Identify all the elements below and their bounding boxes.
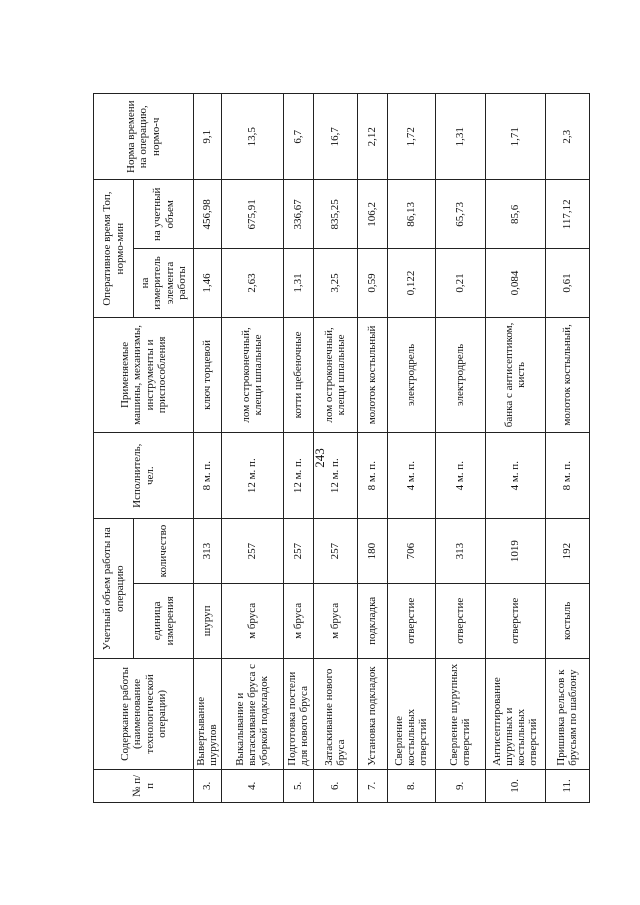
header-num: № п/п <box>94 769 194 802</box>
table-row <box>221 94 283 803</box>
row-per-unit: 2,63 <box>221 249 283 318</box>
row-per-unit: 1,46 <box>194 249 222 318</box>
row-num: 8. <box>387 769 435 802</box>
row-tools: банка с антисептиком, кисть <box>485 317 545 432</box>
row-per-volume: 65,73 <box>435 180 485 249</box>
header-quantity: количество <box>134 519 194 583</box>
row-unit: костыль <box>545 583 589 658</box>
rotated-table-wrapper <box>93 93 580 803</box>
table-body <box>194 94 590 803</box>
row-norm: 13,5 <box>221 94 283 180</box>
norms-table <box>93 93 590 803</box>
table-row <box>485 94 545 803</box>
page-number: 243 <box>312 448 327 468</box>
row-content: Пришивка рельсов к брусьям по шаблону <box>545 659 589 770</box>
row-norm: 6,7 <box>283 94 313 180</box>
row-tools: лом остроконечный, клещи шпальные <box>221 317 283 432</box>
row-per-unit: 0,21 <box>435 249 485 318</box>
row-quantity: 706 <box>387 519 435 583</box>
row-per-volume: 835,25 <box>313 180 357 249</box>
header-per-volume: на учетный объем <box>134 180 194 249</box>
row-quantity: 180 <box>357 519 387 583</box>
row-unit: отверстие <box>435 583 485 658</box>
row-executor: 12 м. п. <box>221 433 283 519</box>
row-executor: 8 м. п. <box>357 433 387 519</box>
row-per-volume: 336,67 <box>283 180 313 249</box>
row-tools: котти щебеночные <box>283 317 313 432</box>
header-unit: единица измерения <box>134 583 194 658</box>
row-norm: 1,71 <box>485 94 545 180</box>
row-executor: 4 м. п. <box>387 433 435 519</box>
header-executor: Исполнитель, чел. <box>94 433 194 519</box>
row-num: 3. <box>194 769 222 802</box>
row-tools: молоток костыльный, <box>545 317 589 432</box>
table-header <box>94 94 194 803</box>
row-executor: 4 м. п. <box>435 433 485 519</box>
row-tools: лом остроконечный, клещи шпальные <box>313 317 357 432</box>
row-tools: электродрель <box>435 317 485 432</box>
row-unit: м бруса <box>283 583 313 658</box>
row-num: 7. <box>357 769 387 802</box>
row-num: 9. <box>435 769 485 802</box>
header-volume-group: Учетный объем работы на операцию <box>94 519 134 659</box>
row-quantity: 257 <box>221 519 283 583</box>
row-num: 10. <box>485 769 545 802</box>
row-quantity: 257 <box>283 519 313 583</box>
row-unit: шуруп <box>194 583 222 658</box>
row-executor: 12 м. п. <box>313 433 357 519</box>
row-quantity: 192 <box>545 519 589 583</box>
row-num: 6. <box>313 769 357 802</box>
row-num: 5. <box>283 769 313 802</box>
row-content: Сверление шурупных отверстий <box>435 659 485 770</box>
row-content: Установка подкладок <box>357 659 387 770</box>
row-tools: электродрель <box>387 317 435 432</box>
row-executor: 12 м. п. <box>283 433 313 519</box>
row-per-unit: 3,25 <box>313 249 357 318</box>
row-num: 11. <box>545 769 589 802</box>
header-per-unit: на измеритель элемента работы <box>134 249 194 318</box>
row-per-volume: 85,6 <box>485 180 545 249</box>
row-quantity: 257 <box>313 519 357 583</box>
row-norm: 2,3 <box>545 94 589 180</box>
header-tools: Применяемые машины, механизмы, инструменты и приспособления <box>94 317 194 432</box>
row-per-volume: 117,12 <box>545 180 589 249</box>
row-per-unit: 1,31 <box>283 249 313 318</box>
row-content: Вывертывание шурупов <box>194 659 222 770</box>
header-content: Содержание работы (наименование технологической операции) <box>94 659 194 770</box>
row-executor: 8 м. п. <box>194 433 222 519</box>
table-row <box>283 94 313 803</box>
row-quantity: 313 <box>194 519 222 583</box>
row-per-unit: 0,084 <box>485 249 545 318</box>
row-norm: 1,31 <box>435 94 485 180</box>
row-per-volume: 86,13 <box>387 180 435 249</box>
row-norm: 16,7 <box>313 94 357 180</box>
row-executor: 4 м. п. <box>485 433 545 519</box>
row-norm: 2,12 <box>357 94 387 180</box>
row-unit: м бруса <box>221 583 283 658</box>
row-per-volume: 106,2 <box>357 180 387 249</box>
row-unit: подкладка <box>357 583 387 658</box>
row-content: Подготовка постели для нового бруса <box>283 659 313 770</box>
row-tools: ключ торцевой <box>194 317 222 432</box>
row-unit: м бруса <box>313 583 357 658</box>
row-per-volume: 456,98 <box>194 180 222 249</box>
row-unit: отверстие <box>387 583 435 658</box>
header-norm: Норма времени на операцию, нормо-ч <box>94 94 194 180</box>
row-unit: отверстие <box>485 583 545 658</box>
row-quantity: 313 <box>435 519 485 583</box>
row-content: Затаскивание нового бруса <box>313 659 357 770</box>
table-row <box>194 94 222 803</box>
row-content: Сверление костыльных отверстий <box>387 659 435 770</box>
row-content: Антисептирование шурупных и костыльных отверстий <box>485 659 545 770</box>
table-row <box>435 94 485 803</box>
row-per-unit: 0,61 <box>545 249 589 318</box>
table-row <box>545 94 589 803</box>
row-quantity: 1019 <box>485 519 545 583</box>
row-tools: молоток костыльный <box>357 317 387 432</box>
row-per-unit: 0,59 <box>357 249 387 318</box>
table-row <box>313 94 357 803</box>
row-num: 4. <box>221 769 283 802</box>
row-content: Выкалывание и вытаскивание бруса с уборкой подкладок <box>221 659 283 770</box>
row-executor: 8 м. п. <box>545 433 589 519</box>
table-row <box>387 94 435 803</box>
header-optime-group: Оперативное время Топ, нормо-мин <box>94 180 134 317</box>
row-norm: 9,1 <box>194 94 222 180</box>
table-row <box>357 94 387 803</box>
row-norm: 1,72 <box>387 94 435 180</box>
row-per-volume: 675,91 <box>221 180 283 249</box>
row-per-unit: 0,122 <box>387 249 435 318</box>
